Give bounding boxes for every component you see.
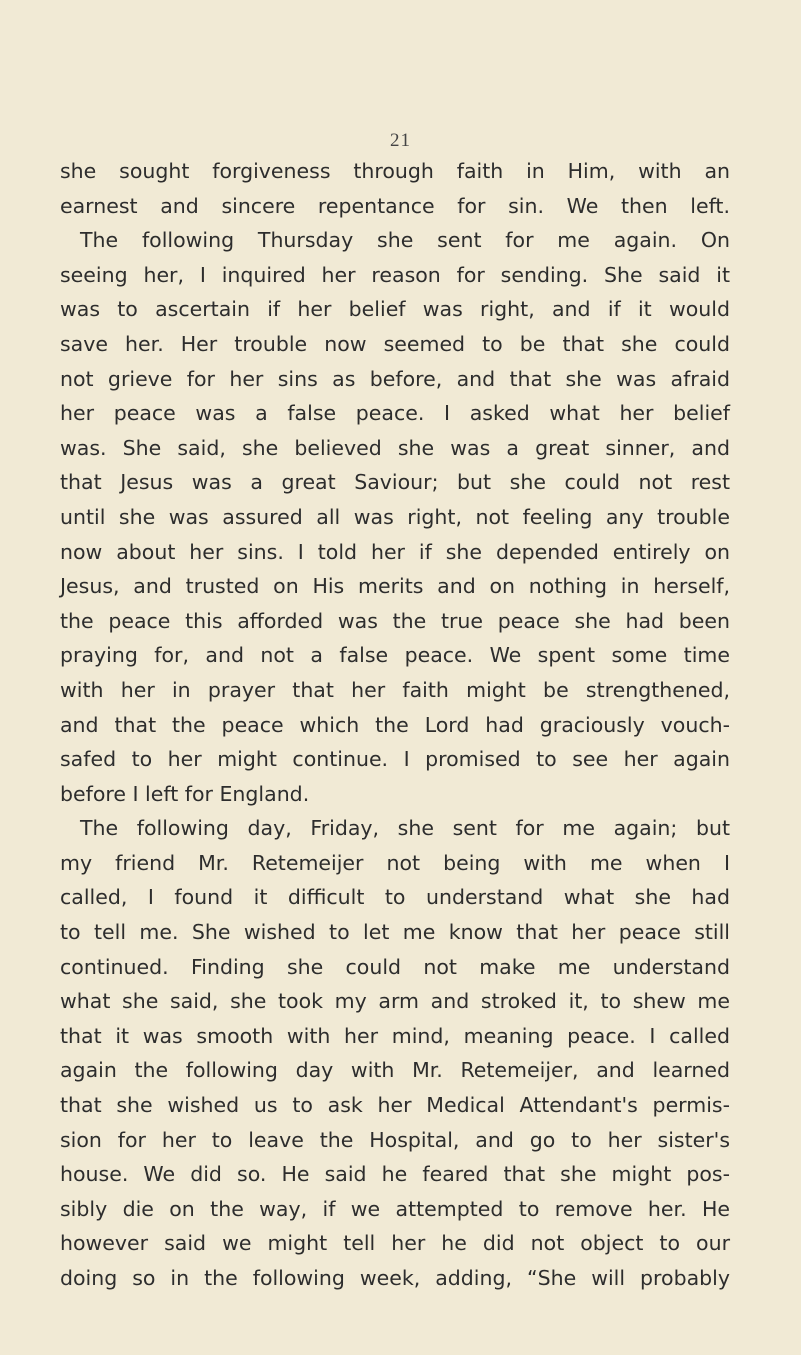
text-line: sibly die on the way, if we attempted to remove her. He (60, 1196, 730, 1221)
text-line: was. She said, she believed she was a great sinner, and (60, 435, 730, 460)
text-line: was to ascertain if her belief was right, and if it would (60, 297, 730, 322)
text-line: earnest and sincere repentance for sin. We then left. (60, 193, 730, 218)
body-text (60, 154, 730, 1296)
text-line: sion for her to leave the Hospital, and go to her sister's (60, 1127, 730, 1152)
text-line: her peace was a false peace. I asked what her belief (60, 401, 730, 426)
text-line: to tell me. She wished to let me know that her peace still (60, 920, 730, 945)
text-line: not grieve for her sins as before, and that she was afraid (60, 366, 730, 391)
text-line: safed to her might continue. I promised to see her again (60, 747, 730, 772)
text-line: praying for, and not a false peace. We spent some time (60, 643, 730, 668)
text-line: continued. Finding she could not make me understand (60, 954, 730, 979)
text-line: my friend Mr. Retemeijer not being with me when I (60, 850, 730, 875)
text-line: again the following day with Mr. Retemeijer, and learned (60, 1058, 730, 1083)
text-line: until she was assured all was right, not feeling any trouble (60, 504, 730, 529)
text-line: seeing her, I inquired her reason for sending. She said it (60, 262, 730, 287)
text-line: that Jesus was a great Saviour; but she could not rest (60, 470, 730, 495)
paragraph-start-line: The following Thursday she sent for me again. On (80, 228, 730, 253)
text-line: the peace this afforded was the true peace she had been (60, 608, 730, 633)
text-line: now about her sins. I told her if she depended entirely on (60, 539, 730, 564)
text-line: she sought forgiveness through faith in Him, with an (60, 159, 730, 183)
text-line: called, I found it difficult to understand what she had (60, 885, 730, 910)
text-line: with her in prayer that her faith might be strengthened, (60, 677, 730, 702)
text-line: Jesus, and trusted on His merits and on nothing in herself, (60, 574, 730, 599)
text-line: that it was smooth with her mind, meaning peace. I called (60, 1023, 730, 1048)
text-line: and that the peace which the Lord had graciously vouch- (60, 712, 730, 737)
paragraph-end-line: before I left for England. (60, 781, 310, 806)
text-line: what she said, she took my arm and stroked it, to shew me (60, 989, 730, 1014)
paragraph-start-line: The following day, Friday, she sent for me again; but (80, 816, 730, 841)
text-line: house. We did so. He said he feared that she might pos- (60, 1162, 730, 1187)
text-line: doing so in the following week, adding, “She will probably (60, 1266, 730, 1290)
text-line: that she wished us to ask her Medical Attendant's permis- (60, 1093, 730, 1118)
text-line: save her. Her trouble now seemed to be that she could (60, 331, 730, 356)
text-line: however said we might tell her he did not object to our (60, 1231, 730, 1256)
page-number: 21 (390, 130, 411, 151)
